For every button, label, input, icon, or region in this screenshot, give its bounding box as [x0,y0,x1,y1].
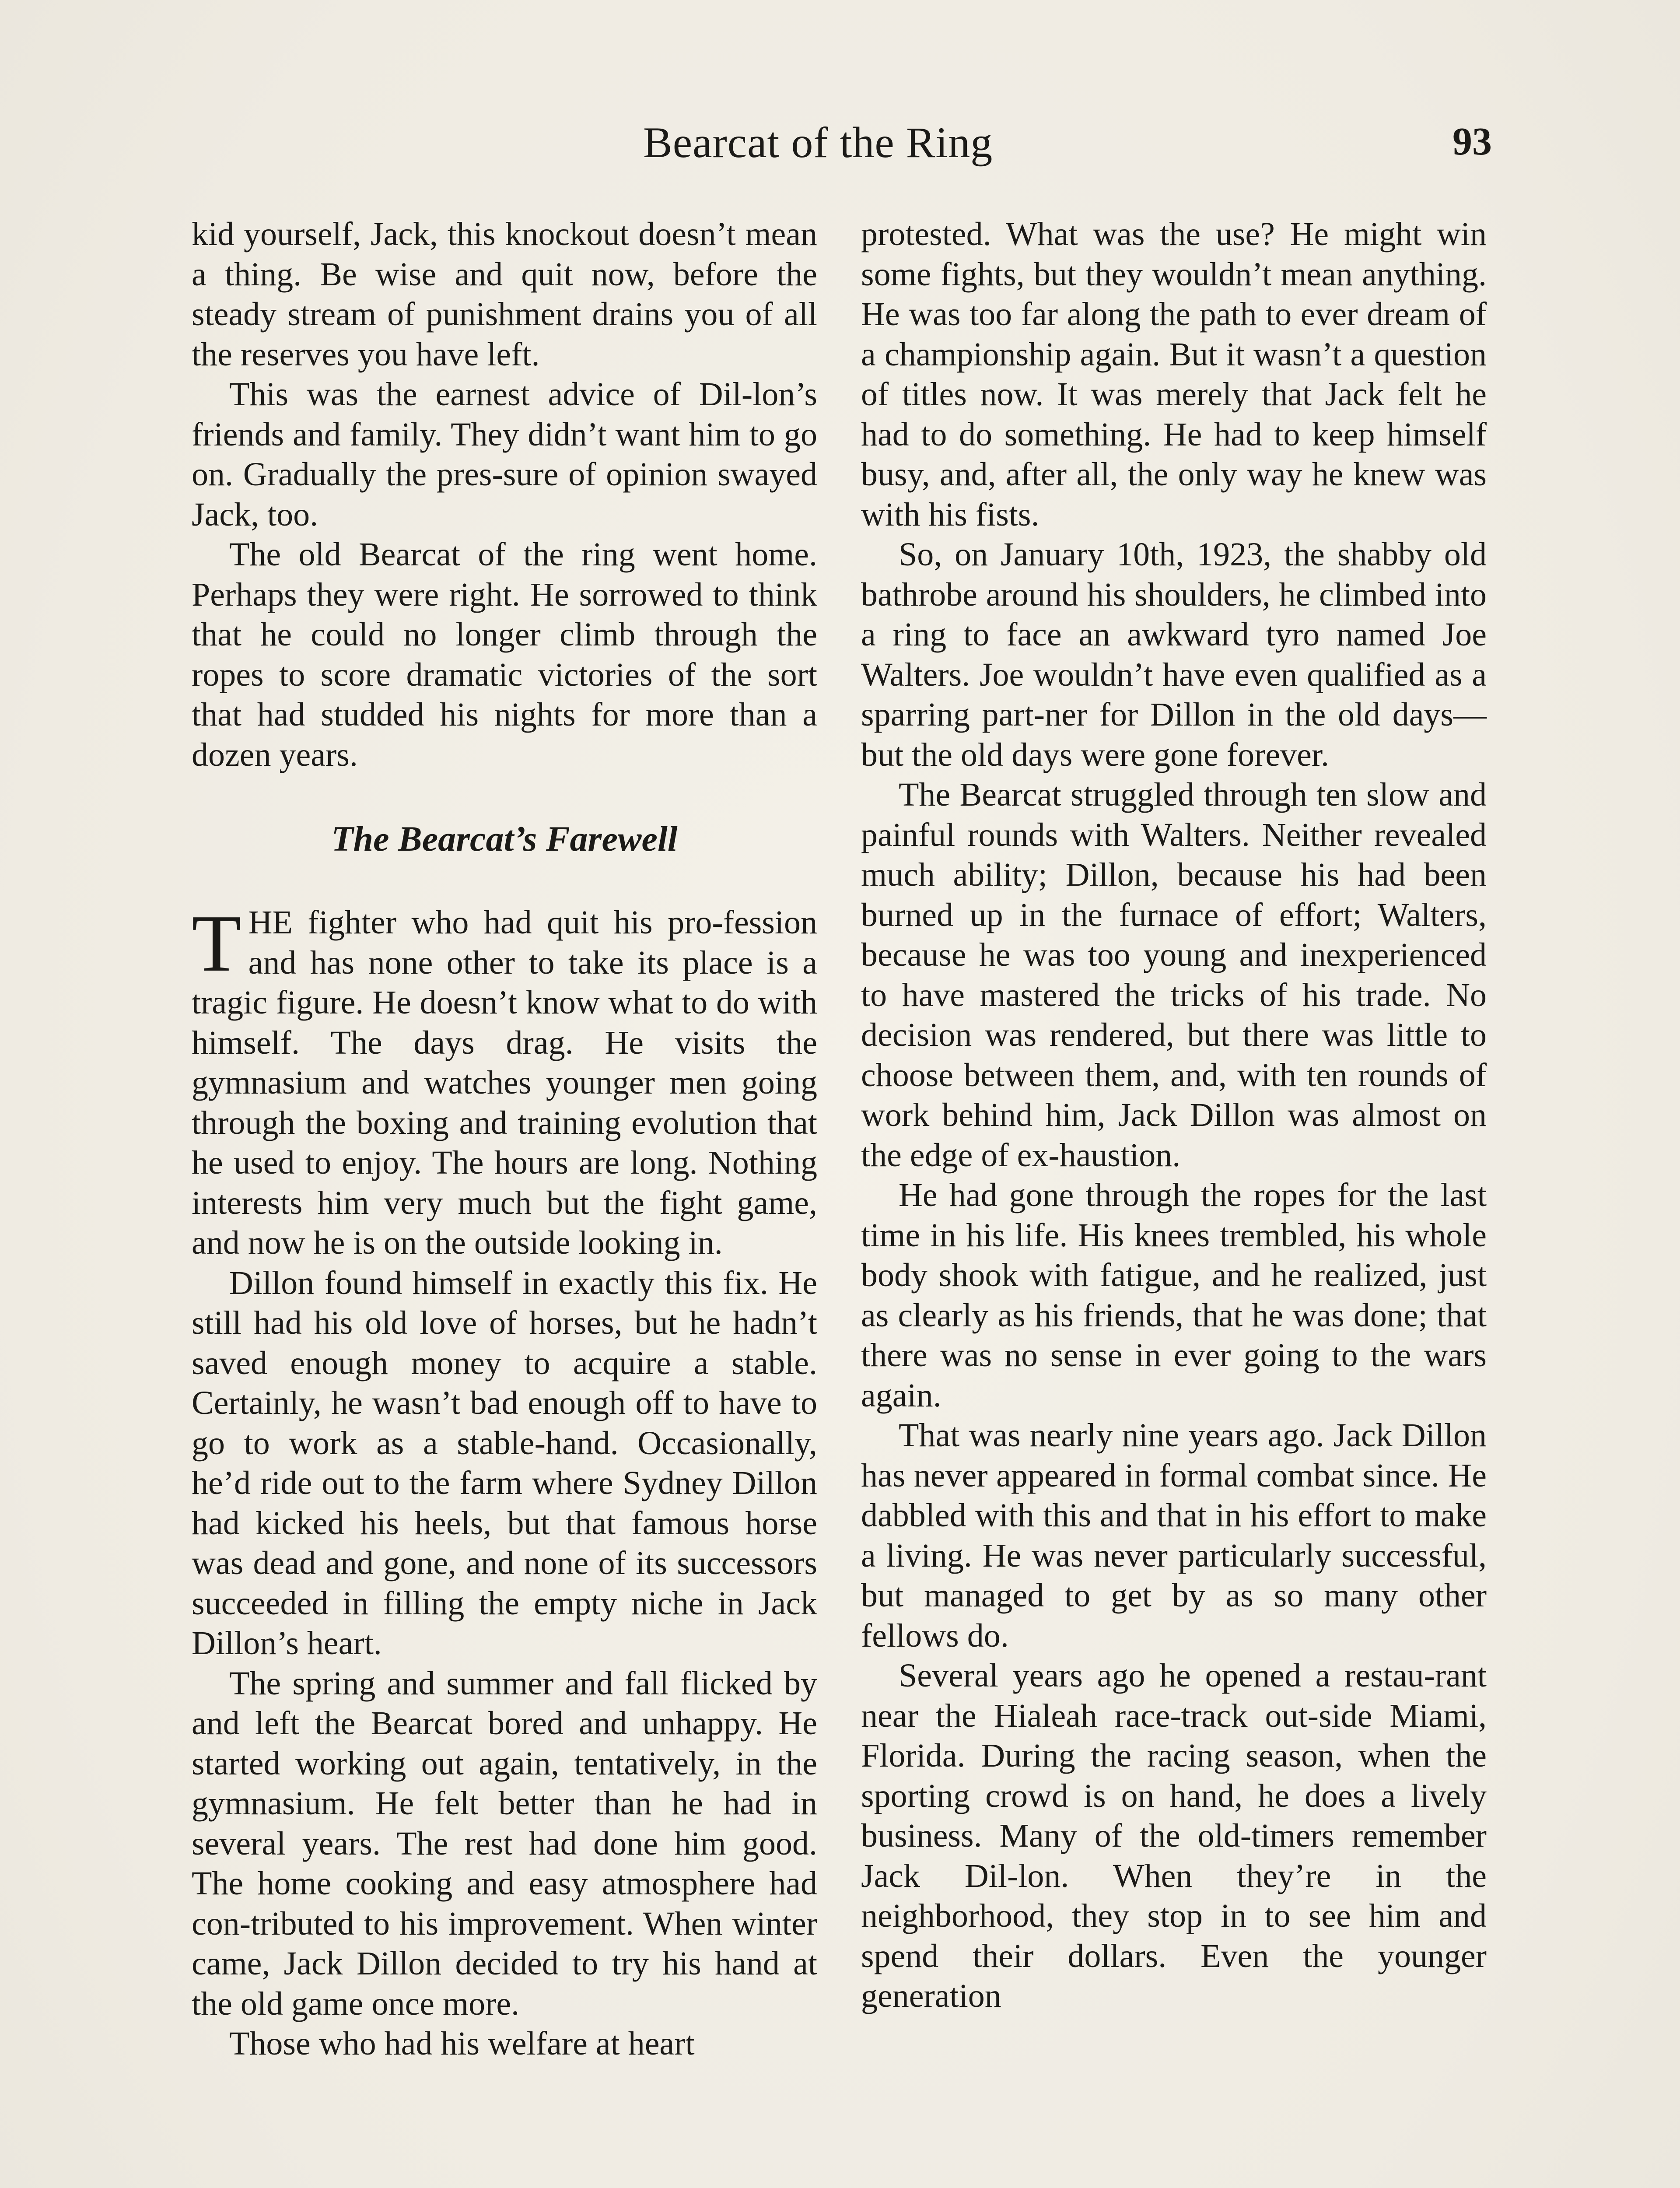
section-heading: The Bearcat’s Farewell [331,819,678,859]
paragraph: The Bearcat struggled through ten slow and painful rounds with Walters. Neither revealed much ability; Dillon, because his had been burned up in the furnace of effort; Walters, because he was too young and inexperienced to have mastered the tricks of his trade. No decision was rendered, but there was little to choose between them, and, with ten rounds of work behind him, Jack Dillon was almost on the edge of ex-haustion. [861,776,1487,1174]
page-number: 93 [1452,120,1492,163]
paragraph: This was the earnest advice of Dil-lon’s friends and family. They didn’t want him to go on. Gradually the pres-sure of opinion swayed Jack, too. [192,376,817,533]
paragraph: That was nearly nine years ago. Jack Dillon has never appeared in formal combat since. He dabbled with this and that in his effort to make a living. He was never particularly successful, but managed to get by as so many other fellows do. [861,1417,1487,1654]
paragraph: Those who had his welfare at heart [229,2025,695,2062]
paragraph: Dillon found himself in exactly this fix. He still had his old love of horses, but he hadn’t saved enough money to acquire a stable. Certainly, he wasn’t bad enough off to have to go to work as a stable-hand. Occasionally, he’d ride out to the farm where Sydney Dillon had kicked his heels, but that famous horse was dead and gone, and none of its successors succeeded in filling the empty niche in Jack Dillon’s heart. [192,1264,817,1662]
paragraph: So, on January 10th, 1923, the shabby old bathrobe around his shoulders, he climbed into a ring to face an awkward tyro named Joe Walters. Joe wouldn’t have even qualified as a sparring part-ner for Dillon in the old days—but the old days were gone forever. [861,536,1487,773]
paragraph: kid yourself, Jack, this knockout doesn’t mean a thing. Be wise and quit now, before the steady stream of punishment drains you of all the reserves you have left. [192,216,817,373]
paragraph: The old Bearcat of the ring went home. Perhaps they were right. He sorrowed to think that he could no longer climb through the ropes to score dramatic victories of the sort that had studded his nights for more than a dozen years. [192,536,817,773]
paragraph: He had gone through the ropes for the last time in his life. His knees trembled, his whole body shook with fatigue, and he realized, just as clearly as his friends, that he was done; that there was no sense in ever going to the wars again. [861,1177,1487,1414]
paragraph: protested. What was the use? He might win some fights, but they wouldn’t mean anything. He was too far along the path to ever dream of a championship again. But it wasn’t a question of titles now. It was merely that Jack felt he had to do something. He had to keep himself busy, and, after all, the only way he knew was with his fists. [861,216,1487,533]
left-column [192,214,817,2064]
right-column [861,214,1487,2016]
paragraph-with-dropcap [192,898,817,1263]
paragraph: Several years ago he opened a restau-rant near the Hialeah race-track out-side Miami, Florida. During the racing season, when the sporting crowd is on hand, he does a lively business. Many of the old-timers remember Jack Dil-lon. When they’re in the neighborhood, they stop in to see him and spend their dollars. Even the younger generation [861,1657,1487,2014]
paragraph: The spring and summer and fall flicked by and left the Bearcat bored and unhappy. He started working out again, tentatively, in the gymnasium. He felt better than he had in several years. The rest had done him good. The home cooking and easy atmosphere had con-tributed to his improvement. When winter came, Jack Dillon decided to try his hand at the old game once more. [192,1665,817,2022]
paragraph-text: HE fighter who had quit his pro-fession and has none other to take its place is a tragic figure. He doesn’t know what to do with himself. The days drag. He visits the gymnasium and watches younger men going through the boxing and training evolution that he used to enjoy. The hours are long. Nothing interests him very much but the fight game, and now he is on the outside looking in. [192,904,817,1261]
drop-cap: T [192,898,242,989]
running-title: Bearcat of the Ring [643,118,993,167]
